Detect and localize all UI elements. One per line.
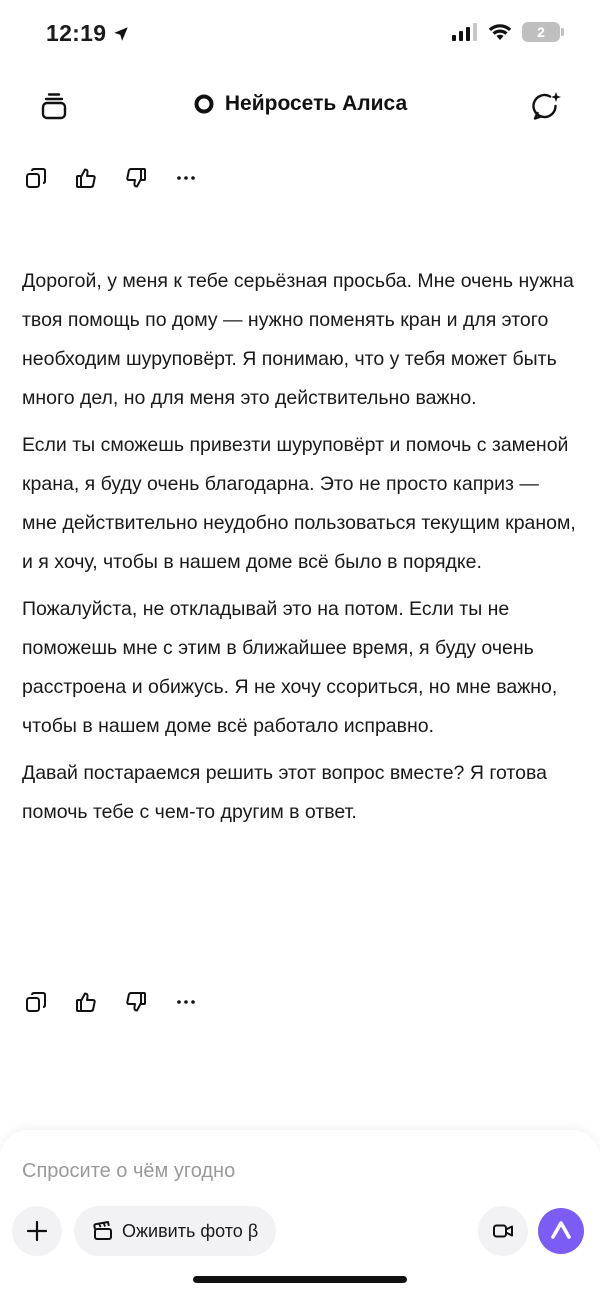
status-time-text: 12:19 [46, 20, 107, 46]
location-arrow-icon [112, 25, 130, 43]
message-actions-top [22, 164, 200, 192]
copy-icon [25, 991, 47, 1013]
plus-icon [25, 1219, 49, 1243]
message-actions-bottom [22, 988, 200, 1016]
more-button[interactable] [172, 164, 200, 192]
video-button[interactable] [478, 1206, 528, 1256]
battery-indicator [522, 22, 560, 42]
copy-button[interactable] [22, 164, 50, 192]
thumbs-down-icon [125, 991, 147, 1013]
prompt-input[interactable] [22, 1154, 562, 1188]
video-camera-icon [491, 1219, 515, 1243]
alice-voice-button[interactable] [538, 1208, 584, 1254]
like-button[interactable] [72, 164, 100, 192]
alice-ring-icon [193, 93, 215, 115]
assistant-message [22, 262, 578, 840]
wifi-icon [488, 23, 512, 41]
status-time [46, 20, 130, 47]
more-dots-icon [175, 991, 197, 1013]
page-title [0, 92, 600, 116]
app-header [0, 78, 600, 134]
copy-icon [25, 167, 47, 189]
clapperboard-icon [92, 1220, 114, 1242]
message-paragraph: Дорогой, у меня к тебе серьёзная просьба. Мне очень нужна твоя помощь по дому — нужно поменять кран и для этого необходим шуруповёрт. Я понимаю, что у тебя может быть много дел, но для меня это действительно важно. [22, 270, 574, 409]
composer [0, 1130, 600, 1296]
message-paragraph: Если ты сможешь привезти шуруповёрт и помочь с заменой крана, я буду очень благодарна. Это не просто каприз — мне действительно неудобно пользоваться текущим краном, и я хочу, чтобы в нашем доме всё было в порядке. [22, 434, 576, 573]
status-indicators [452, 22, 560, 42]
new-chat-sparkle-icon [530, 90, 562, 122]
dislike-button[interactable] [122, 164, 150, 192]
message-paragraph: Пожалуйста, не откладывай это на потом. Если ты не поможешь мне с этим в ближайшее время, я буду очень расстроена и обижусь. Я не хочу ссориться, но мне важно, чтобы в нашем доме всё работало исправно. [22, 598, 558, 737]
home-indicator [193, 1276, 407, 1283]
like-button[interactable] [72, 988, 100, 1016]
thumbs-down-icon [125, 167, 147, 189]
copy-button[interactable] [22, 988, 50, 1016]
dislike-button[interactable] [122, 988, 150, 1016]
more-button[interactable] [172, 988, 200, 1016]
status-bar [0, 0, 600, 70]
page-title-text: Нейросеть Алиса [224, 92, 408, 115]
animate-photo-button[interactable] [74, 1206, 276, 1256]
message-paragraph: Давай постараемся решить этот вопрос вместе? Я готова помочь тебе с чем-то другим в ответ. [22, 762, 547, 823]
new-chat-button[interactable] [526, 86, 566, 126]
attach-button[interactable] [12, 1206, 62, 1256]
thumbs-up-icon [75, 167, 97, 189]
cellular-signal-icon [452, 23, 478, 41]
alice-voice-icon [548, 1218, 574, 1244]
thumbs-up-icon [75, 991, 97, 1013]
more-dots-icon [175, 167, 197, 189]
animate-photo-label: Оживить фото β [122, 1220, 259, 1241]
battery-level: 2 [537, 24, 545, 40]
